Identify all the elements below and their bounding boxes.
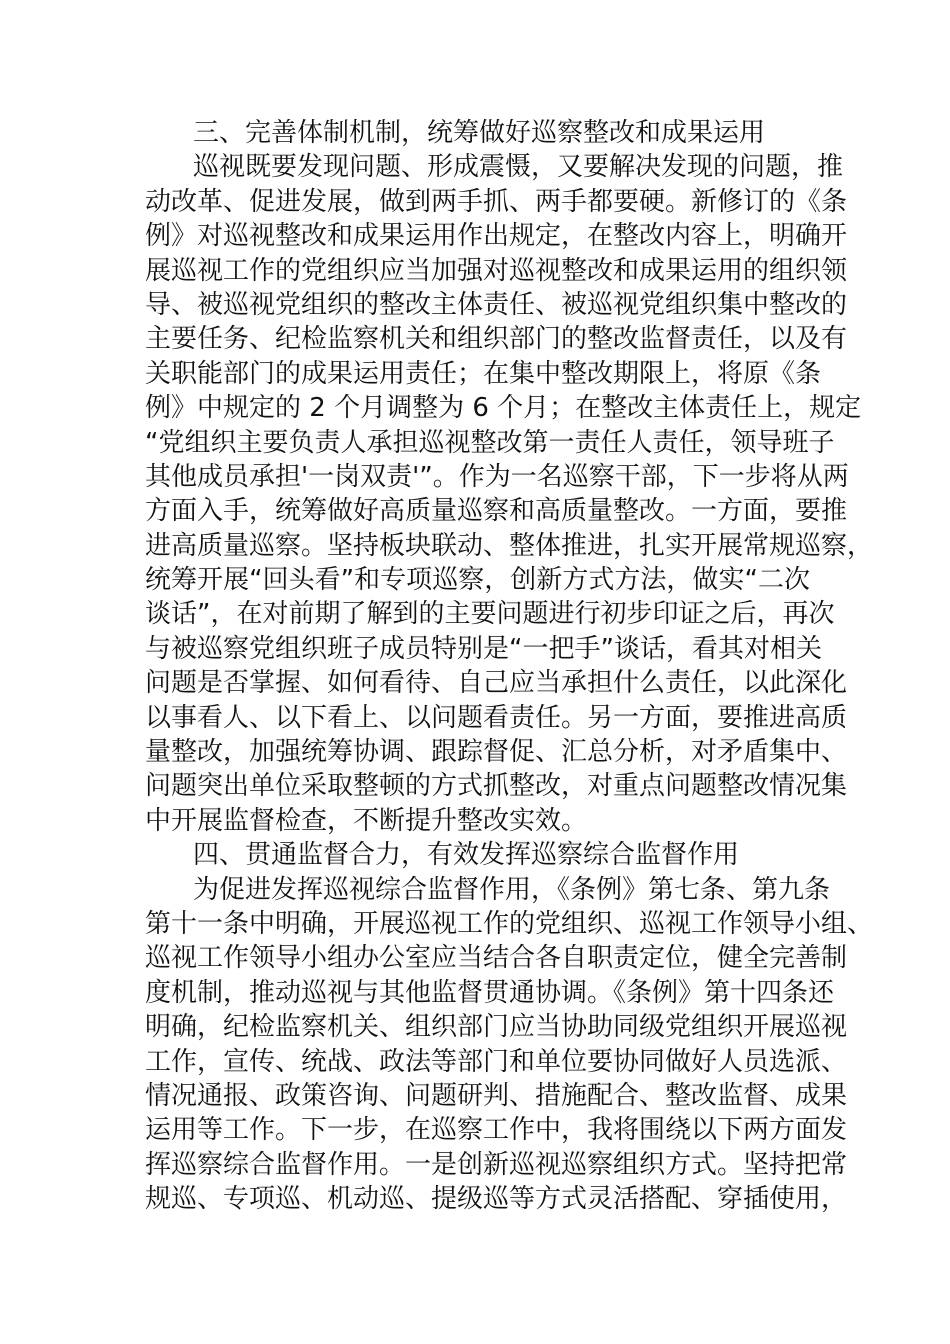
paragraph-line: “党组织主要负责人承担巡视整改第一责任人责任，领导班子 [145,427,835,458]
paragraph-line: 巡视既要发现问题、形成震慑，又要解决发现的问题，推 [193,152,844,183]
paragraph-line: 统筹开展“回头看”和专项巡察，创新方式方法，做实“二次 [145,565,810,596]
paragraph-line: 挥巡察综合监督作用。一是创新巡视巡察组织方式。坚持把常 [145,1149,848,1180]
section-heading: 四、贯通监督合力，有效发挥巡察综合监督作用 [193,840,740,871]
document-page [145,116,874,1217]
paragraph-line: 度机制，推动巡视与其他监督贯通协调。《条例》第十四条还 [145,977,835,1008]
paragraph-line: 工作，宣传、统战、政法等部门和单位要协同做好人员选派、 [145,1046,848,1077]
paragraph-line: 规巡、专项巡、机动巡、提级巡等方式灵活搭配、穿插使用， [145,1184,848,1215]
paragraph-line: 与被巡察党组织班子成员特别是“一把手”谈话，看其对相关 [145,633,822,664]
paragraph-line: 巡视工作领导小组办公室应当结合各自职责定位，健全完善制 [145,943,848,974]
paragraph-line: 明确，纪检监察机关、组织部门应当协助同级党组织开展巡视 [145,1012,848,1043]
paragraph-line: 中开展监督检查，不断提升整改实效。 [145,805,588,836]
paragraph-line: 进高质量巡察。坚持板块联动、整体推进，扎实开展常规巡察， [145,530,874,561]
paragraph-line: 动改革、促进发展，做到两手抓、两手都要硬。新修订的《条 [145,186,848,217]
paragraph-line: 谈话”，在对前期了解到的主要问题进行初步印证之后，再次 [145,599,835,630]
paragraph-line: 导、被巡视党组织的整改主体责任、被巡视党组织集中整改的 [145,289,848,320]
paragraph-line: 关职能部门的成果运用责任；在集中整改期限上，将原《条 [145,358,822,389]
paragraph-line: 展巡视工作的党组织应当加强对巡视整改和成果运用的组织领 [145,255,848,286]
section-heading: 三、完善体制机制，统筹做好巡察整改和成果运用 [193,118,766,148]
paragraph-line: 情况通报、政策咨询、问题研判、措施配合、整改监督、成果 [145,1080,848,1111]
paragraph-line: 为促进发挥巡视综合监督作用，《条例》第七条、第九条 [193,874,831,905]
paragraph-line: 量整改，加强统筹协调、跟踪督促、汇总分析，对矛盾集中、 [145,737,848,768]
section-3 [145,116,874,838]
paragraph-line: 运用等工作。下一步，在巡察工作中，我将围绕以下两方面发 [145,1115,848,1146]
paragraph-line: 例》对巡视整改和成果运用作出规定，在整改内容上，明确开 [145,221,848,252]
paragraph-line: 例》中规定的 2 个月调整为 6 个月；在整改主体责任上，规定 [145,393,862,424]
paragraph-line: 问题突出单位采取整顿的方式抓整改，对重点问题整改情况集 [145,771,848,802]
paragraph-line: 方面入手，统筹做好高质量巡察和高质量整改。一方面，要推 [145,496,848,527]
paragraph-line: 问题是否掌握、如何看待、自己应当承担什么责任，以此深化 [145,668,848,699]
paragraph-line: 其他成员承担'一岗双责'”。作为一名巡察干部，下一步将从两 [145,461,849,492]
paragraph-line: 第十一条中明确，开展巡视工作的党组织、巡视工作领导小组、 [145,908,874,939]
section-4 [145,838,874,1216]
paragraph-line: 以事看人、以下看上、以问题看责任。另一方面，要推进高质 [145,702,848,733]
paragraph-line: 主要任务、纪检监察机关和组织部门的整改监督责任，以及有 [145,324,848,355]
